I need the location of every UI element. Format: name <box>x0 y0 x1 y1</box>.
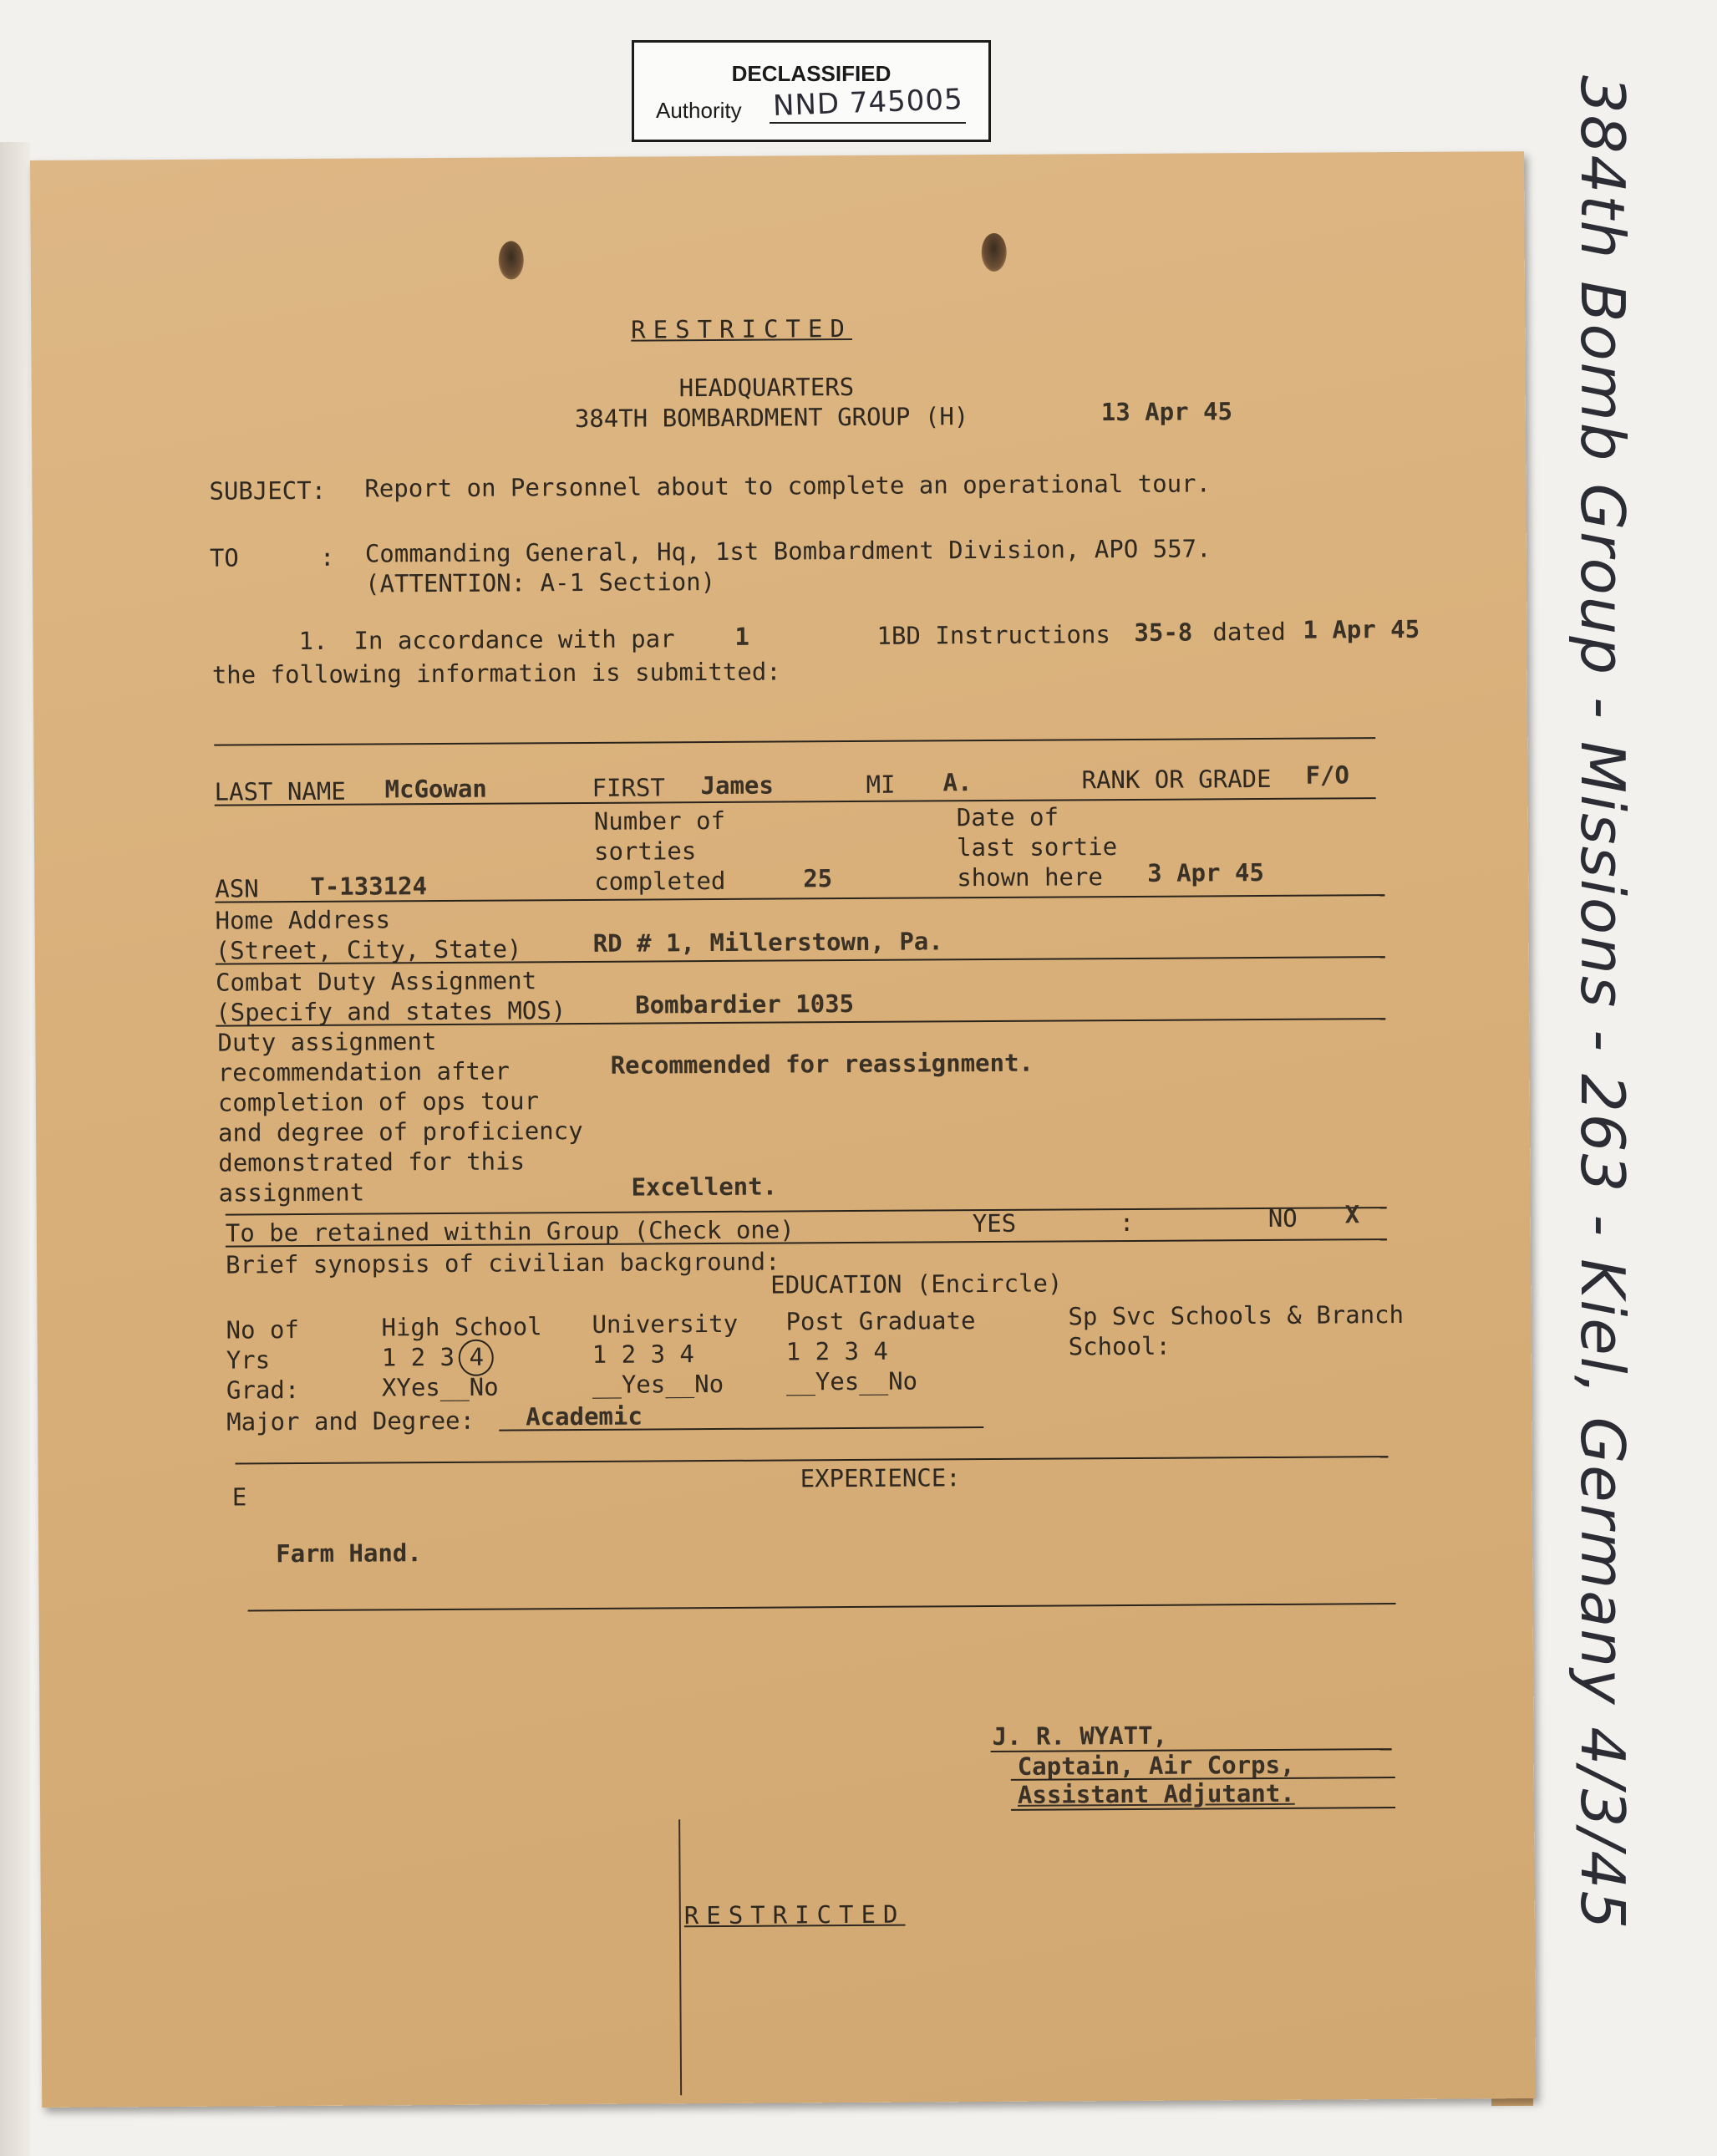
fold-crease-line <box>678 1819 682 2095</box>
retain-label: To be retained within Group (Check one) <box>225 1215 795 1248</box>
punch-hole-right <box>982 233 1007 272</box>
high-school-year-circle <box>459 1340 494 1376</box>
to-line-1: Commanding General, Hq, 1st Bombardment Division, APO 557. <box>364 534 1212 568</box>
post-graduate-grad: __Yes__No <box>785 1366 918 1396</box>
to-line-2: (ATTENTION: A-1 Section) <box>364 567 716 598</box>
last-name-label: LAST NAME <box>214 776 346 806</box>
duty-row-rule <box>226 1207 1387 1215</box>
retain-separator: : <box>1119 1208 1135 1238</box>
hq-heading: HEADQUARTERS <box>678 372 855 403</box>
stamp-authority-value: NND 745005 <box>772 83 964 123</box>
high-school-label: High School <box>381 1312 542 1342</box>
subject-text: Report on Personnel about to complete an operational tour. <box>364 469 1212 503</box>
duty-label-4: and degree of proficiency <box>218 1116 583 1147</box>
asn-value: T-133124 <box>310 872 428 901</box>
document-date: 13 Apr 45 <box>1100 397 1233 427</box>
combat-label-1: Combat Duty Assignment <box>215 966 537 997</box>
mi-value: A. <box>942 768 973 797</box>
grad-label: Grad: <box>226 1375 300 1405</box>
yrs-label: Yrs <box>226 1345 271 1375</box>
first-name-value: James <box>700 770 774 801</box>
sorties-label-2: sorties <box>593 836 697 866</box>
para-line-2: the following information is submitted: <box>211 657 781 689</box>
para-text-b: 1BD Instructions <box>876 620 1110 650</box>
combat-value: Bombardier 1035 <box>635 989 855 1020</box>
last-sortie-value: 3 Apr 45 <box>1147 857 1265 887</box>
home-label-1: Home Address <box>215 905 391 935</box>
stamp-title: DECLASSIFIED <box>731 61 892 86</box>
major-degree-value: Academic <box>526 1401 643 1431</box>
experience-row-rule <box>248 1603 1396 1611</box>
duty-label-3: completion of ops tour <box>217 1086 540 1117</box>
duty-label-2: recommendation after <box>217 1056 510 1087</box>
rank-value: F/O <box>1305 760 1350 790</box>
stamp-authority-label: Authority <box>656 98 742 123</box>
home-value: RD # 1, Millerstown, Pa. <box>592 927 943 958</box>
signer-name: J. R. WYATT, <box>992 1721 1168 1752</box>
sp-svc-label-2: School: <box>1068 1331 1171 1361</box>
signer-title: Captain, Air Corps, <box>1017 1750 1295 1781</box>
sorties-value: 25 <box>803 864 833 893</box>
e-label: E <box>231 1482 247 1512</box>
sorties-label-1: Number of <box>593 806 726 836</box>
mi-label: MI <box>866 770 896 799</box>
to-label: TO <box>209 543 239 572</box>
proficiency-value: Excellent. <box>631 1172 778 1202</box>
declassified-stamp <box>632 40 991 142</box>
handwritten-margin-note <box>1558 75 1717 1931</box>
duty-label-5: demonstrated for this <box>218 1147 526 1177</box>
stamp-authority-line <box>770 122 966 124</box>
duty-label-6: assignment <box>218 1177 365 1208</box>
left-page-edge <box>0 142 30 2156</box>
retain-no-label: NO <box>1267 1203 1298 1233</box>
education-row-rule <box>236 1456 1389 1464</box>
to-colon: : <box>319 542 335 572</box>
no-of-label: No of <box>226 1315 299 1345</box>
para-text-a: In accordance with par <box>353 624 675 655</box>
document-page <box>30 151 1536 2108</box>
sorties-label-3: completed <box>594 866 726 896</box>
signer-role: Assistant Adjutant. <box>1017 1778 1295 1809</box>
last-sortie-label-1: Date of <box>956 802 1059 832</box>
para-number: 1. <box>298 626 328 656</box>
post-graduate-label: Post Graduate <box>785 1306 976 1336</box>
unit-heading: 384TH BOMBARDMENT GROUP (H) <box>574 402 969 434</box>
subject-label: SUBJECT: <box>209 475 327 506</box>
high-school-years: 1 2 3 4 <box>381 1342 485 1372</box>
punch-hole-left <box>499 241 524 279</box>
restricted-top: RESTRICTED <box>631 313 852 344</box>
experience-value: Farm Hand. <box>276 1538 422 1569</box>
retain-check-mark: X <box>1344 1200 1360 1229</box>
margin-note-text: 384th Bomb Group - Missions - 263 - Kiel, Germany 4/3/45 <box>1567 75 1638 1931</box>
last-name-value: McGowan <box>384 774 487 804</box>
dated-label: dated <box>1212 617 1286 647</box>
home-label-2: (Street, City, State) <box>215 934 522 965</box>
sp-svc-label-1: Sp Svc Schools & Branch <box>1068 1299 1405 1331</box>
first-name-label: FIRST <box>592 773 666 802</box>
duty-recommendation: Recommended for reassignment. <box>610 1048 1034 1080</box>
para-reference: 1 <box>734 622 750 651</box>
high-school-grad: XYes__No <box>381 1372 499 1402</box>
asn-label: ASN <box>215 874 259 903</box>
instruction-number: 35-8 <box>1134 618 1193 647</box>
university-years: 1 2 3 4 <box>592 1340 695 1369</box>
university-grad: __Yes__No <box>592 1369 724 1399</box>
duty-label-1: Duty assignment <box>217 1027 437 1057</box>
restricted-bottom: RESTRICTED <box>683 1899 906 1930</box>
form-top-rule <box>214 737 1375 745</box>
instruction-date: 1 Apr 45 <box>1303 614 1420 644</box>
education-label: EDUCATION (Encircle) <box>770 1269 1063 1299</box>
major-degree-label: Major and Degree: <box>226 1406 475 1436</box>
university-label: University <box>592 1309 739 1339</box>
rank-label: RANK OR GRADE <box>1081 764 1272 795</box>
post-graduate-years: 1 2 3 4 <box>785 1336 889 1366</box>
synopsis-label: Brief synopsis of civilian background: <box>225 1247 780 1279</box>
last-sortie-label-2: last sortie <box>956 832 1118 862</box>
experience-label: EXPERIENCE: <box>800 1463 961 1493</box>
combat-label-2: (Specify and states MOS) <box>216 996 566 1027</box>
retain-yes-label: YES <box>972 1208 1017 1238</box>
last-sortie-label-3: shown here <box>957 862 1103 892</box>
